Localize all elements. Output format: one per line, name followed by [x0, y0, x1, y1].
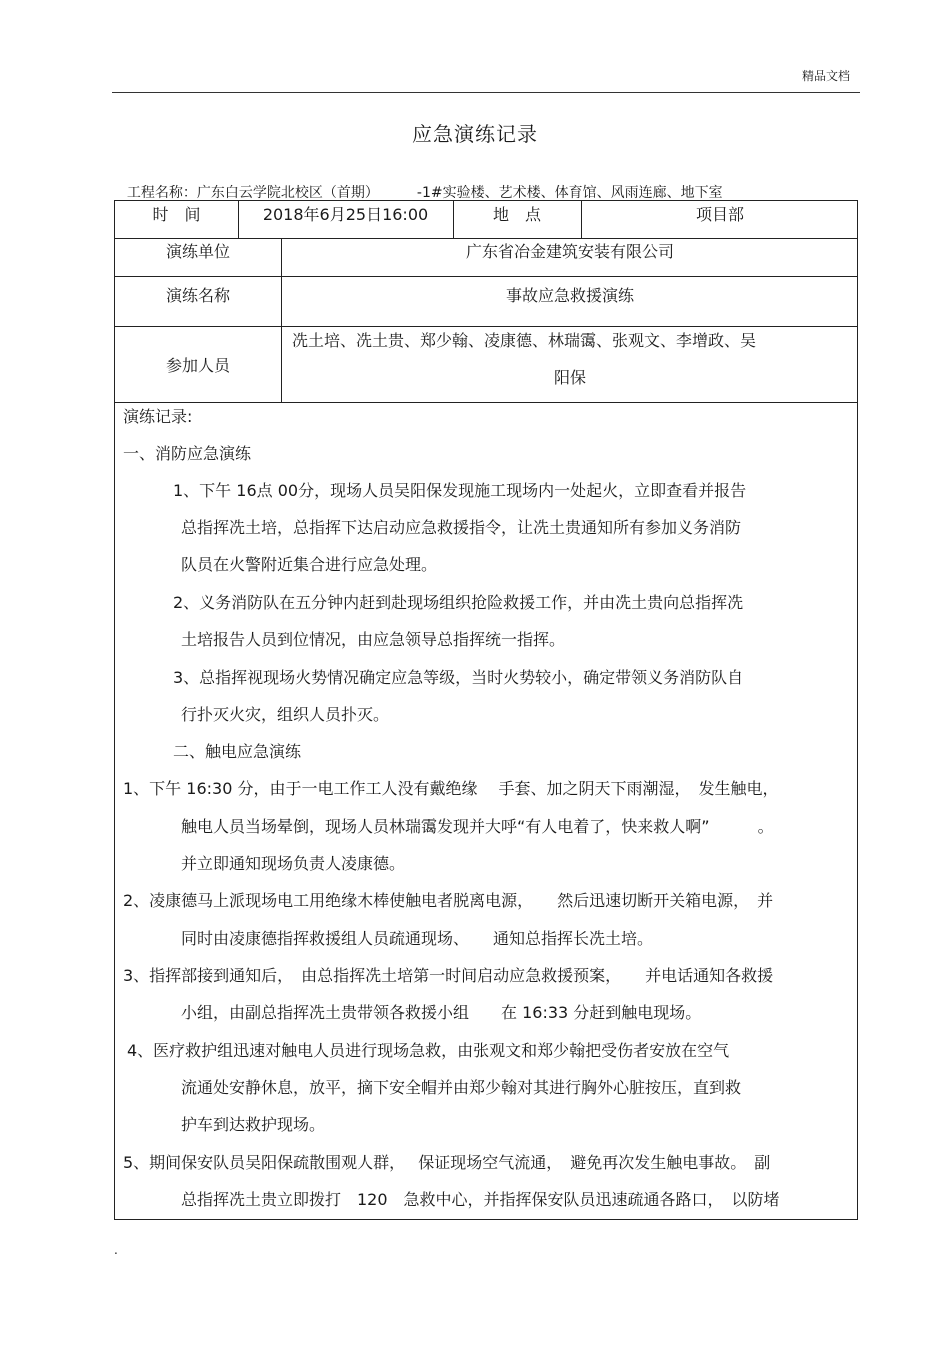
- section-title: 二、触电应急演练: [173, 742, 302, 761]
- paragraph-line: 触电人员当场晕倒，现场人员林瑞霭发现并大呼“有人电着了，快来救人啊” 。: [181, 817, 774, 836]
- header-rule: [112, 92, 860, 93]
- paragraph-line: 5、期间保安队员吴阳保疏散围观人群， 保证现场空气流通， 避免再次发生触电事故。 副: [123, 1153, 771, 1172]
- paragraph-line: 1、下午 16点 00分，现场人员吴阳保发现施工现场内一处起火，立即查看并报告: [173, 481, 747, 500]
- project-name: 工程名称：广东白云学院北校区（首期）: [126, 185, 379, 201]
- section-title: 一、消防应急演练: [123, 444, 252, 463]
- paragraph-line: 土培报告人员到位情况，由应急领导总指挥统一指挥。: [181, 630, 566, 649]
- paragraph-line: 2、凌康德马上派现场电工用绝缘木棒使触电者脱离电源， 然后迅速切断开关箱电源， 并: [123, 891, 774, 910]
- header-label: 精品文档: [802, 69, 851, 83]
- people-line-1: 冼土培、冼土贵、郑少翰、凌康德、林瑞霭、张观文、李增政、吴: [292, 331, 757, 350]
- place-label: 地 点: [492, 204, 541, 224]
- time-value: 2018年6月25日16:00: [262, 204, 429, 224]
- time-label: 时 间: [152, 204, 201, 224]
- paragraph-line: 总指挥冼土贵立即拨打 120 急救中心，并指挥保安队员迅速疏通各路口， 以防堵: [181, 1190, 780, 1209]
- row-divider: [115, 402, 857, 403]
- people-label: 参加人员: [165, 355, 230, 375]
- paragraph-line: 小组，由副总指挥冼土贵带领各救援小组 在 16:33 分赶到触电现场。: [181, 1003, 702, 1022]
- record-heading: 演练记录:: [123, 407, 193, 426]
- project-line: [118, 166, 723, 202]
- paragraph-line: 总指挥冼土培，总指挥下达启动应急救援指令，让冼土贵通知所有参加义务消防: [181, 518, 742, 537]
- project-scope: -1#实验楼、艺术楼、体育馆、风雨连廊、地下室: [416, 185, 723, 201]
- paragraph-line: 行扑灭火灾，组织人员扑灭。: [181, 705, 390, 724]
- paragraph-line: 流通处安静休息，放平，摘下安全帽并由郑少翰对其进行胸外心脏按压，直到救: [181, 1078, 742, 1097]
- paragraph-line: 3、指挥部接到通知后， 由总指挥冼土培第一时间启动应急救援预案， 并电话通知各救援: [123, 966, 774, 985]
- paragraph-line: 同时由凌康德指挥救援组人员疏通现场、 通知总指挥长冼土培。: [181, 929, 654, 948]
- paragraph-line: 1、下午 16:30 分，由于一电工作工人没有戴绝缘 手套、加之阴天下雨潮湿， 发生触电，: [123, 779, 779, 798]
- paragraph-line: 2、义务消防队在五分钟内赶到赴现场组织抢险救援工作，并由冼土贵向总指挥冼: [173, 593, 744, 612]
- unit-label: 演练单位: [165, 241, 230, 261]
- document-title: 应急演练记录: [412, 122, 538, 146]
- paragraph-line: 护车到达救护现场。: [181, 1115, 326, 1134]
- paragraph-line: 并立即通知现场负责人凌康德。: [181, 854, 406, 873]
- drill-value: 事故应急救援演练: [505, 286, 634, 305]
- people-line-2: 阳保: [553, 368, 586, 387]
- footer-dot: .: [114, 1243, 118, 1257]
- unit-value: 广东省冶金建筑安装有限公司: [465, 241, 674, 261]
- record-table: [114, 200, 858, 1220]
- paragraph-line: 3、总指挥视现场火势情况确定应急等级，当时火势较小，确定带领义务消防队自: [173, 668, 744, 687]
- place-value: 项目部: [695, 204, 744, 224]
- drill-label: 演练名称: [165, 286, 230, 305]
- paragraph-line: 队员在火警附近集合进行应急处理。: [181, 555, 438, 574]
- paragraph-line: 4、医疗救护组迅速对触电人员进行现场急救，由张观文和郑少翰把受伤者安放在空气: [127, 1041, 730, 1060]
